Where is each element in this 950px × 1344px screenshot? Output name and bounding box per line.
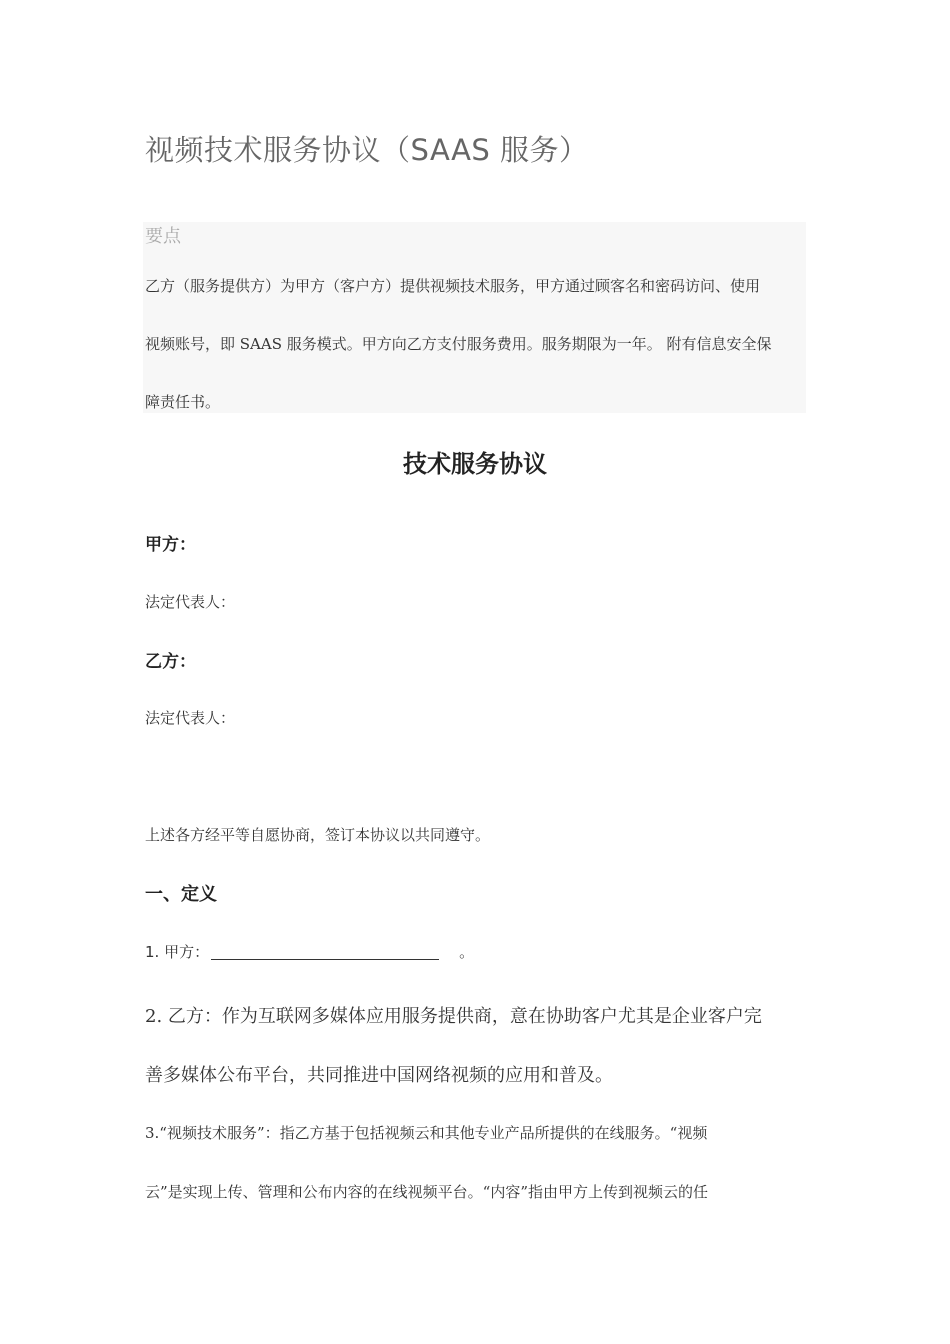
party-a-heading: 甲方： — [145, 535, 196, 555]
summary-box — [143, 222, 806, 413]
agreement-title: 技术服务协议 — [403, 450, 547, 478]
party-a-representative: 法定代表人： — [145, 593, 236, 611]
definition-item-2-line: 2. 乙方：作为互联网多媒体应用服务提供商，意在协助客户尤其是企业客户完 — [145, 1006, 762, 1027]
document-title: 视频技术服务协议（SAAS 服务） — [145, 133, 589, 167]
party-b-heading: 乙方： — [145, 652, 196, 672]
item-end-punctuation: 。 — [459, 943, 475, 961]
summary-label: 要点 — [145, 226, 181, 247]
definition-item-3-line: 云”是实现上传、管理和公布内容的在线视频平台。“内容”指由甲方上传到视频云的任 — [145, 1183, 709, 1201]
summary-line: 乙方（服务提供方）为甲方（客户方）提供视频技术服务，甲方通过顾客名和密码访问、使用 — [145, 277, 761, 295]
definition-item-3-line: 3.“视频技术服务”：指乙方基于包括视频云和其他专业产品所提供的在线服务。“视频 — [145, 1124, 708, 1142]
party-b-representative: 法定代表人： — [145, 709, 236, 727]
definition-item-2-line: 善多媒体公布平台，共同推进中国网络视频的应用和普及。 — [145, 1065, 613, 1086]
definition-item-1 — [145, 941, 474, 962]
preamble-text: 上述各方经平等自愿协商，签订本协议以共同遵守。 — [145, 826, 491, 844]
summary-line: 障责任书。 — [145, 393, 221, 411]
item-number: 1. — [145, 943, 160, 961]
summary-line: 视频账号，即 SAAS 服务模式。甲方向乙方支付服务费用。服务期限为一年。 附有信息安全保 — [145, 335, 772, 353]
section-definitions-heading: 一、定义 — [145, 884, 217, 905]
fill-in-blank-line — [211, 958, 439, 960]
item-label: 甲方： — [164, 943, 210, 961]
